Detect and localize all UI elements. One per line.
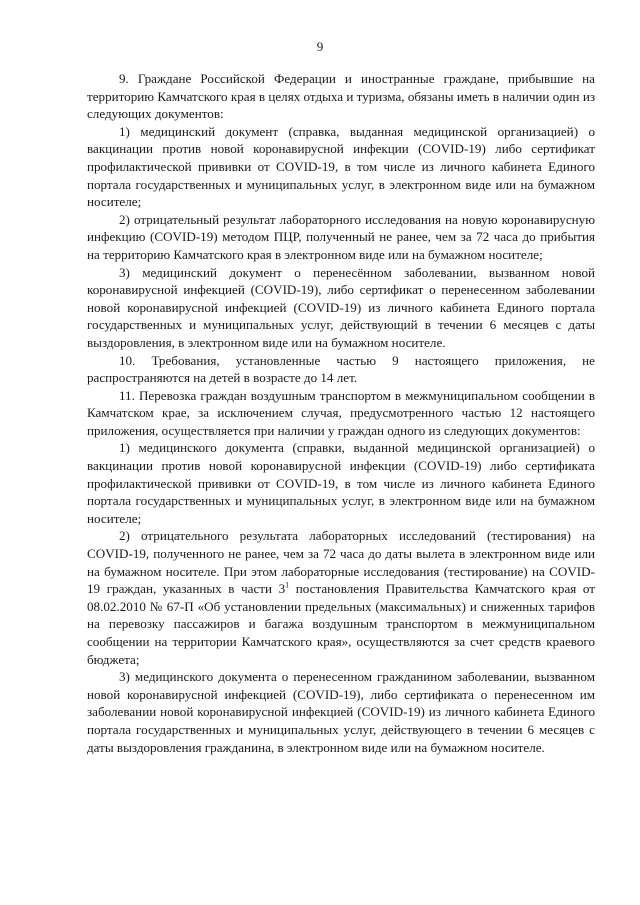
page-number: 9	[316, 39, 324, 54]
paragraph-10: 10. Требования, установленные частью 9 настоящего приложения, не распространяются на детей в возрасте до 14 лет.	[87, 352, 595, 386]
paragraph-9: 9. Граждане Российской Федерации и иностранные граждане, прибывшие на территорию Камчатского края в целях отдыха и туризма, обязаны иметь в наличии один из следующих документов:	[87, 71, 595, 122]
paragraph-11-item-1: 1) медицинского документа (справки, выданной медицинской организацией) о вакцинации против новой коронавирусной инфекции (COVID-19) либо сертификата профилактической прививки от COVID-19, в том числе из личного кабинета Единого портала государственных и муниципальных услуг, в электронном виде или на бумажном носителе;	[87, 440, 595, 526]
paragraph-9-item-1: 1) медицинский документ (справка, выданная медицинской организацией) о вакцинации против новой коронавирусной инфекции (COVID-19) либо сертификат профилактической прививки от COVID-19, в том числе из личного кабинета Единого портала государственных и муниципальных услуг, в электронном виде или на бумажном носителе;	[87, 123, 595, 210]
paragraph-11-item-3: 3) медицинского документа о перенесенном гражданином заболевании, вызванном новой коронавирусной инфекцией (COVID-19), либо сертификата о перенесенном им заболевании новой коронавирусной инфекцией (COVID-19) из личного кабинета Единого портала государственных и муниципальных услуг, действующего в течении 6 месяцев с даты выздоровления гражданина, в электронном виде или на бумажном носителе.	[87, 669, 595, 755]
paragraph-11-item-2-text-a: 2) отрицательного результата лабораторных исследований (тестирования) на COVID-19, полученного не ранее, чем за 72 часа до даты вылета в электронном виде или на бумажном носителе. При этом лабораторные исследования (тестирование) на COVID-19 граждан, указанных в части 3	[87, 528, 595, 597]
paragraph-11-item-2	[87, 527, 595, 668]
superscript-marker: 1	[285, 580, 290, 590]
paragraph-9-item-2: 2) отрицательный результат лабораторного исследования на новую коронавирусную инфекцию (COVID-19) методом ПЦР, полученный не ранее, чем за 72 часа до прибытия на территорию Камчатского края в электронном виде или на бумажном носителе;	[87, 211, 595, 262]
paragraph-11-item-2-text-b: постановления Правительства Камчатского края от 08.02.2010 № 67-П «Об установлении предельных (максимальных) и сниженных тарифов на перевозку пассажиров и багажа воздушным транспортом в межмуниципальном сообщении на территории Камчатского края», осуществляются за счет средств краевого бюджета;	[87, 581, 595, 667]
paragraph-11: 11. Перевозка граждан воздушным транспортом в межмуниципальном сообщении в Камчатском крае, за исключением случая, предусмотренного частью 12 настоящего приложения, осуществляется при наличии у граждан одного из следующих документов:	[87, 387, 595, 438]
paragraph-9-item-3: 3) медицинский документ о перенесённом заболевании, вызванном новой коронавирусной инфекцией (COVID-19), либо сертификат о перенесенном заболевании новой коронавирусной инфекцией (COVID-19) из личного кабинета Единого портала государственных и муниципальных услуг, действующий в течении 6 месяцев с даты выздоровления, в электронном виде или на бумажном носителе.	[87, 264, 595, 350]
document-body	[87, 70, 595, 756]
